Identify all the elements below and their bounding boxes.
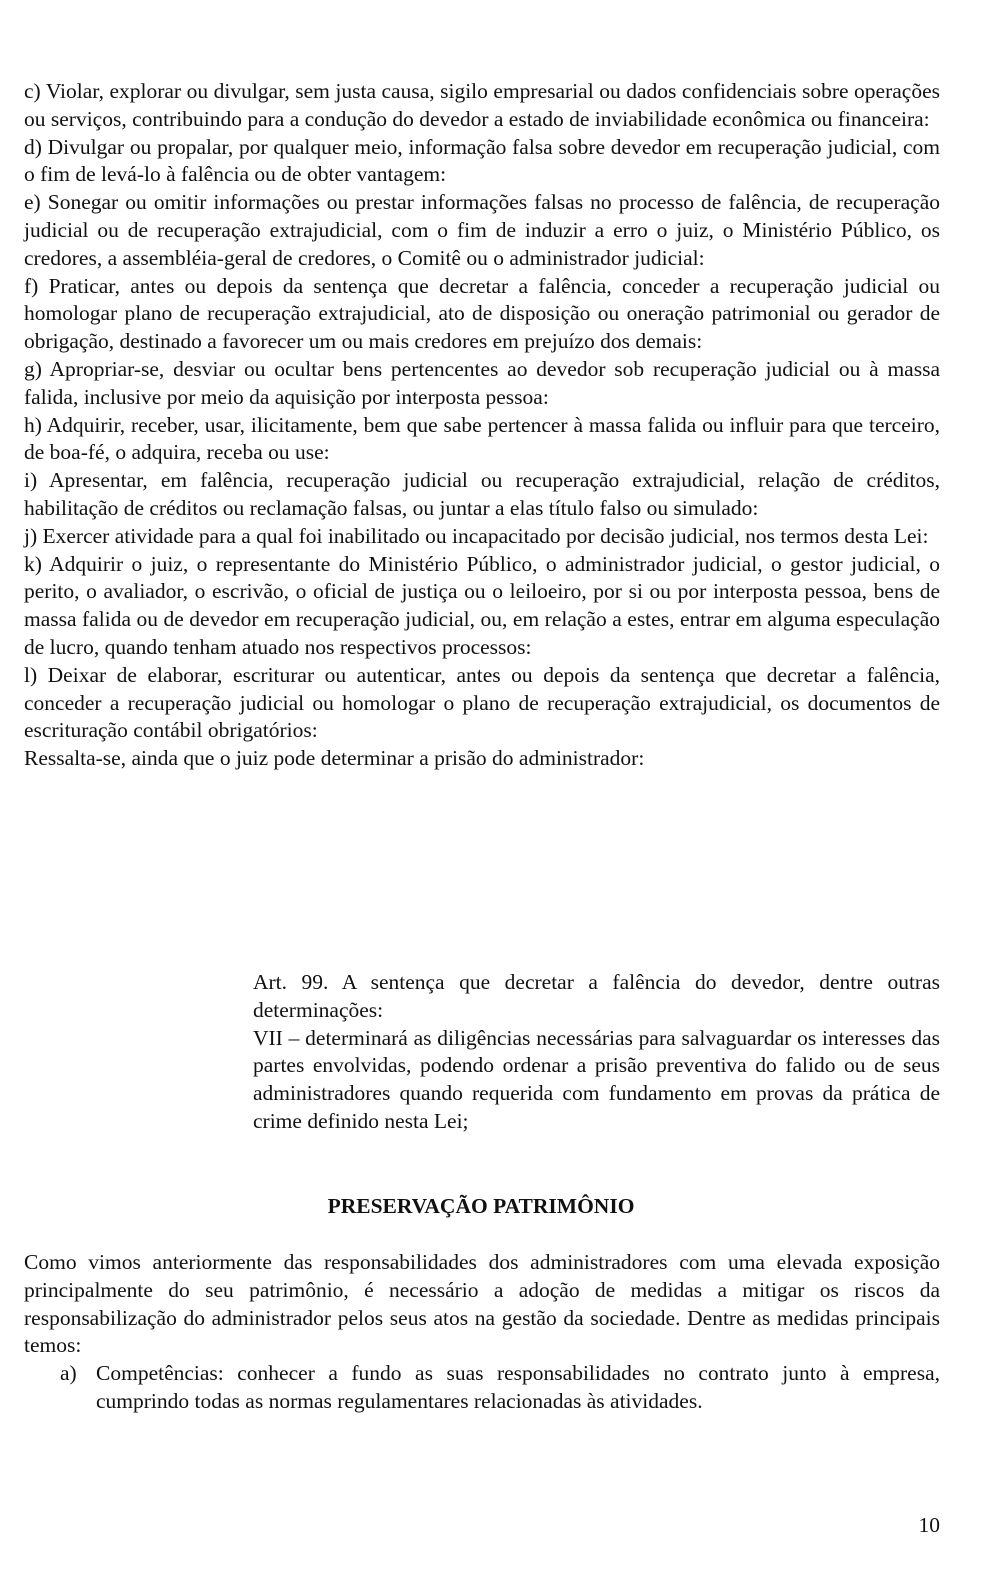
paragraph-item-d: d) Divulgar ou propalar, por qualquer meio, informação falsa sobre devedor em recuperação judicial, com o fim de levá-lo à falência ou de obter vantagem:	[24, 134, 940, 187]
list-item	[24, 1360, 940, 1416]
paragraph-item-c: c) Violar, explorar ou divulgar, sem justa causa, sigilo empresarial ou dados confidenciais sobre operações ou serviços, contribuindo para a condução do devedor a estado de inviabilidade econômica ou financeira:	[24, 79, 940, 131]
body-text	[24, 78, 940, 773]
paragraph-item-f: f) Praticar, antes ou depois da sentença que decretar a falência, conceder a recuperação judicial ou homologar plano de recuperação extrajudicial, ato de disposição ou oneração patrimonial ou gerador de obrigação, destinado a favorecer um ou mais credores em prejuízo dos demais:	[24, 273, 940, 354]
section-intro: Como vimos anteriormente das responsabilidades dos administradores com uma elevada exposição principalmente do seu patrimônio, é necessário a adoção de medidas a mitigar os riscos da responsabilização do administrador pelos seus atos na gestão da sociedade. Dentre as medidas principais temos:	[24, 1250, 940, 1358]
legal-quotation	[253, 969, 940, 1136]
paragraph-item-j: j) Exercer atividade para a qual foi inabilitado ou incapacitado por decisão judicial, nos termos desta Lei:	[24, 523, 929, 548]
paragraph-ressalta: Ressalta-se, ainda que o juiz pode determinar a prisão do administrador:	[24, 746, 645, 771]
page-number: 10	[918, 1513, 940, 1537]
paragraph-item-e: e) Sonegar ou omitir informações ou prestar informações falsas no processo de falência, de recuperação judicial ou de recuperação extrajudicial, com o fim de induzir a erro o juiz, o Ministério Público, os credores, a assembléia-geral de credores, o Comitê ou o administrador judicial:	[24, 190, 940, 270]
measures-list	[24, 1360, 940, 1416]
section-body	[24, 1249, 940, 1416]
paragraph-item-k: k) Adquirir o juiz, o representante do Ministério Público, o administrador judicial, o gestor judicial, o perito, o avaliador, o escrivão, o oficial de justiça ou o leiloeiro, por si ou por interposta pessoa, bens de massa falida ou de devedor em recuperação judicial, ou, em relação a estes, entrar em alguma especulação de lucro, quando tenham atuado nos respectivos processos:	[24, 551, 940, 659]
list-item-text: Competências: conhecer a fundo as suas responsabilidades no contrato junto à empresa, cumprindo todas as normas regulamentares relacionadas às atividades.	[96, 1361, 940, 1413]
list-item-marker: a)	[60, 1361, 77, 1386]
paragraph-item-i: i) Apresentar, em falência, recuperação judicial ou recuperação extrajudicial, relação de créditos, habilitação de créditos ou reclamação falsas, ou juntar a elas título falso ou simulado:	[24, 468, 940, 520]
section-heading: PRESERVAÇÃO PATRIMÔNIO	[327, 1194, 635, 1218]
paragraph-item-h: h) Adquirir, receber, usar, ilicitamente, bem que sabe pertencer à massa falida ou influir para que terceiro, de boa-fé, o adquira, receba ou use:	[24, 412, 940, 465]
quote-article: Art. 99. A sentença que decretar a falência do devedor, dentre outras determinações:	[253, 970, 940, 1022]
quote-inciso: VII – determinará as diligências necessárias para salvaguardar os interesses das partes envolvidas, podendo ordenar a prisão preventiva do falido ou de seus administradores quando requerida com fundamento em provas da prática de crime definido nesta Lei;	[253, 1025, 940, 1133]
paragraph-item-l: l) Deixar de elaborar, escriturar ou autenticar, antes ou depois da sentença que decretar a falência, conceder a recuperação judicial ou homologar o plano de recuperação extrajudicial, os documentos de escrituração contábil obrigatórios:	[24, 662, 940, 743]
paragraph-item-g: g) Apropriar-se, desviar ou ocultar bens pertencentes ao devedor sob recuperação judicial ou à massa falida, inclusive por meio da aquisição por interposta pessoa:	[24, 356, 940, 409]
